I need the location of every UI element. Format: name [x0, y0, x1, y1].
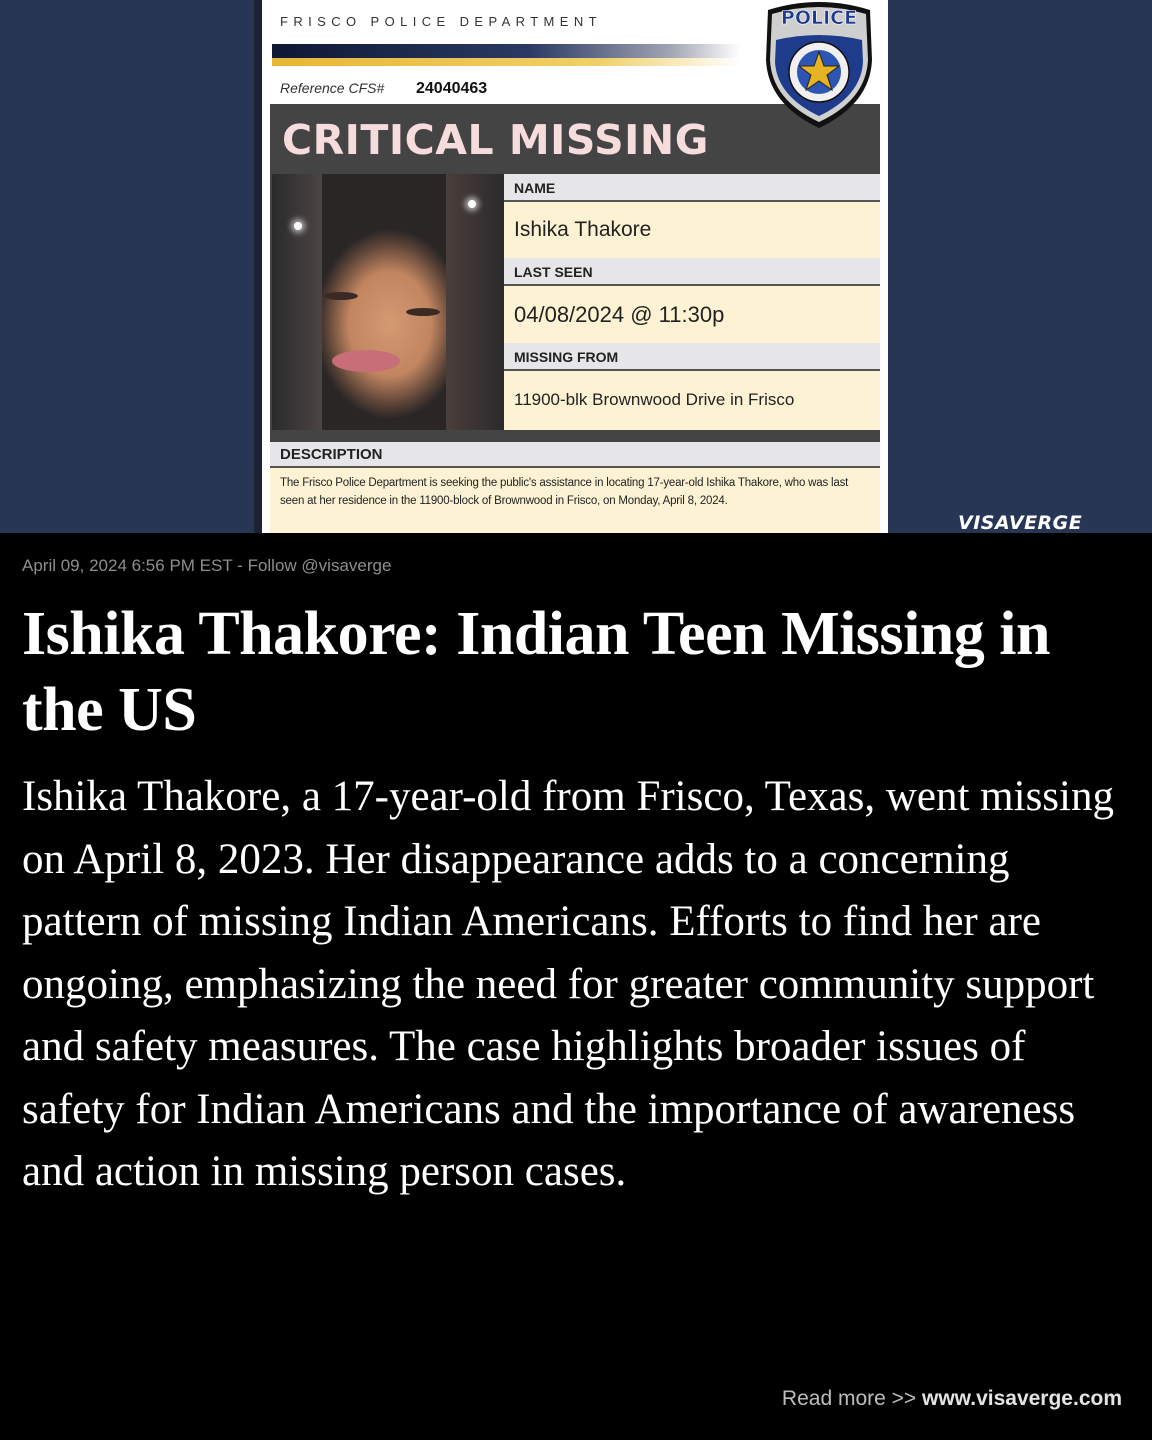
read-more-url[interactable]: www.visaverge.com [922, 1387, 1122, 1410]
meta-separator: - [237, 556, 243, 575]
photo-hair [272, 174, 322, 430]
flyer-description-text: The Frisco Police Department is seeking the public's assistance in locating 17-year-old Ishika Thakore, who was last seen at her residence in the 11900-block of Brownwood in Frisco, on Monday, April 8, 2024. [270, 468, 880, 533]
article-summary: Ishika Thakore, a 17-year-old from Frisco, Texas, went missing on April 8, 2023. Her disappearance adds to a concerning pattern of missing Indian Americans. Efforts to find her are ongoing, emphasizing the need for greater community support and safety measures. The case highlights broader issues of safety for Indian Americans and the importance of awareness and action in missing person cases. [22, 773, 1114, 1195]
read-more-link[interactable] [782, 1387, 1122, 1411]
field-label-name: NAME [504, 174, 880, 202]
field-value-missing-from: 11900-blk Brownwood Drive in Frisco [514, 390, 795, 409]
flyer-department: FRISCO POLICE DEPARTMENT [280, 14, 602, 29]
flyer-stripe-gold [272, 58, 740, 66]
field-label-last-seen: LAST SEEN [504, 258, 880, 286]
photo-light [294, 222, 302, 230]
field-label-missing-from: MISSING FROM [504, 343, 880, 371]
flyer-banner-title: CRITICAL MISSING [282, 116, 709, 164]
flyer-fields [504, 174, 880, 430]
flyer-description-label: DESCRIPTION [270, 442, 880, 468]
photo-eye [406, 308, 440, 316]
visaverge-watermark-logo: VISAVERGE [958, 512, 1083, 533]
flyer-stripe-navy [272, 44, 740, 58]
article-title: Ishika Thakore: Indian Teen Missing in the US [22, 600, 1050, 744]
field-value-last-seen: 04/08/2024 @ 11:30p [514, 302, 725, 327]
hero-image [0, 0, 1152, 533]
read-more-label: Read more >> [781, 1387, 917, 1410]
svg-text:POLICE: POLICE [780, 7, 858, 29]
photo-eye [324, 292, 358, 300]
flyer-divider [270, 430, 880, 442]
follow-link[interactable]: Follow @visaverge [247, 556, 392, 575]
flyer-reference-label: Reference CFS# [280, 80, 385, 96]
missing-person-photo [272, 174, 504, 430]
photo-lips [332, 350, 400, 372]
police-badge-icon [760, 0, 878, 130]
photo-light [468, 200, 476, 208]
article-meta [22, 556, 391, 576]
flyer-body [270, 174, 880, 430]
flyer-reference-value: 24040463 [416, 80, 488, 97]
article-date: April 09, 2024 6:56 PM EST [22, 556, 233, 575]
hero-edge [254, 0, 262, 533]
photo-hair [446, 174, 504, 430]
field-value-name: Ishika Thakore [514, 218, 652, 241]
